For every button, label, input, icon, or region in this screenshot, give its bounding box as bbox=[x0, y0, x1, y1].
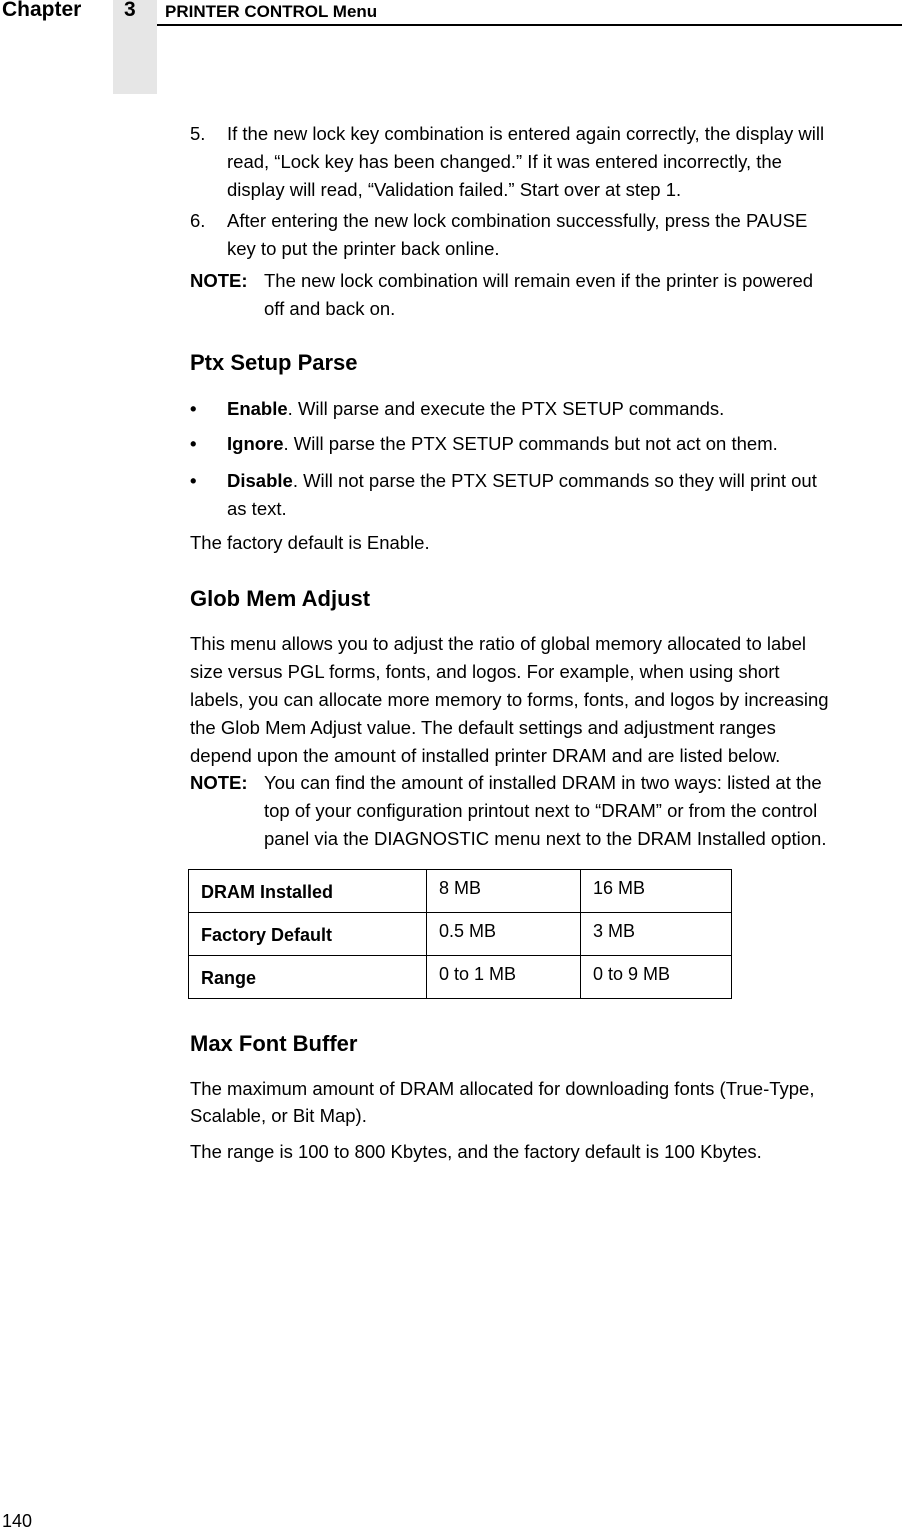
bullet-icon: • bbox=[190, 433, 197, 454]
table-cell: 0.5 MB bbox=[427, 913, 581, 956]
heading-glob-mem-adjust: Glob Mem Adjust bbox=[190, 586, 371, 611]
step-line: If the new lock key combination is entered again correctly, the display will bbox=[227, 123, 825, 144]
ptx-default-text: The factory default is Enable. bbox=[190, 532, 430, 553]
bullet-icon: • bbox=[190, 470, 197, 491]
bullet-term: Ignore bbox=[227, 433, 284, 454]
chapter-number: 3 bbox=[124, 0, 136, 21]
table-row-label: Range bbox=[189, 956, 427, 999]
bullet-icon: • bbox=[190, 398, 197, 419]
note-line: The new lock combination will remain even if the printer is powered bbox=[264, 270, 814, 291]
bullet-text: . Will parse and execute the PTX SETUP commands. bbox=[287, 398, 725, 419]
note-label: NOTE: bbox=[190, 772, 248, 793]
table-cell: 0 to 1 MB bbox=[427, 956, 581, 999]
header-rule bbox=[157, 24, 902, 26]
maxfont-paragraph-line: The maximum amount of DRAM allocated for downloading fonts (True-Type, bbox=[190, 1078, 815, 1099]
step-line: After entering the new lock combination successfully, press the PAUSE bbox=[227, 210, 808, 231]
dram-table bbox=[188, 869, 732, 999]
bullet-text-continued: as text. bbox=[227, 498, 287, 519]
bullet-text: . Will not parse the PTX SETUP commands so they will print out bbox=[292, 470, 817, 491]
table-cell: 8 MB bbox=[427, 870, 581, 913]
bullet-term: Disable bbox=[227, 470, 293, 491]
note-line: top of your configuration printout next to “DRAM” or from the control bbox=[264, 800, 818, 821]
bullet-text: . Will parse the PTX SETUP commands but not act on them. bbox=[283, 433, 778, 454]
table-row bbox=[189, 913, 732, 956]
table-cell: 3 MB bbox=[581, 913, 732, 956]
chapter-label: Chapter bbox=[2, 0, 82, 21]
glob-paragraph-line: size versus PGL forms, fonts, and logos. For example, when using short bbox=[190, 661, 780, 682]
heading-max-font-buffer: Max Font Buffer bbox=[190, 1031, 358, 1056]
page-number: 140 bbox=[2, 1511, 33, 1531]
table-cell: 0 to 9 MB bbox=[581, 956, 732, 999]
glob-paragraph-line: This menu allows you to adjust the ratio of global memory allocated to label bbox=[190, 633, 806, 654]
glob-paragraph-line: the Glob Mem Adjust value. The default settings and adjustment ranges bbox=[190, 717, 776, 738]
note-line: off and back on. bbox=[264, 298, 396, 319]
glob-paragraph-line: depend upon the amount of installed printer DRAM and are listed below. bbox=[190, 745, 781, 766]
heading-ptx-setup-parse: Ptx Setup Parse bbox=[190, 350, 358, 375]
chapter-title: PRINTER CONTROL Menu bbox=[165, 2, 378, 21]
table-row bbox=[189, 956, 732, 999]
table-row bbox=[189, 870, 732, 913]
step-line: key to put the printer back online. bbox=[227, 238, 500, 259]
maxfont-range-text: The range is 100 to 800 Kbytes, and the factory default is 100 Kbytes. bbox=[190, 1141, 762, 1162]
note-label: NOTE: bbox=[190, 270, 248, 291]
glob-paragraph-line: labels, you can allocate more memory to forms, fonts, and logos by increasing bbox=[190, 689, 829, 710]
step-line: read, “Lock key has been changed.” If it was entered incorrectly, the bbox=[227, 151, 782, 172]
note-line: You can find the amount of installed DRAM in two ways: listed at the bbox=[264, 772, 822, 793]
note-line: panel via the DIAGNOSTIC menu next to the DRAM Installed option. bbox=[264, 828, 827, 849]
table-row-label: Factory Default bbox=[189, 913, 427, 956]
step-line: display will read, “Validation failed.” Start over at step 1. bbox=[227, 179, 682, 200]
bullet-term: Enable bbox=[227, 398, 288, 419]
step-number: 5. bbox=[190, 123, 206, 144]
step-number: 6. bbox=[190, 210, 206, 231]
table-cell: 16 MB bbox=[581, 870, 732, 913]
maxfont-paragraph-line: Scalable, or Bit Map). bbox=[190, 1105, 367, 1126]
table-row-label: DRAM Installed bbox=[189, 870, 427, 913]
